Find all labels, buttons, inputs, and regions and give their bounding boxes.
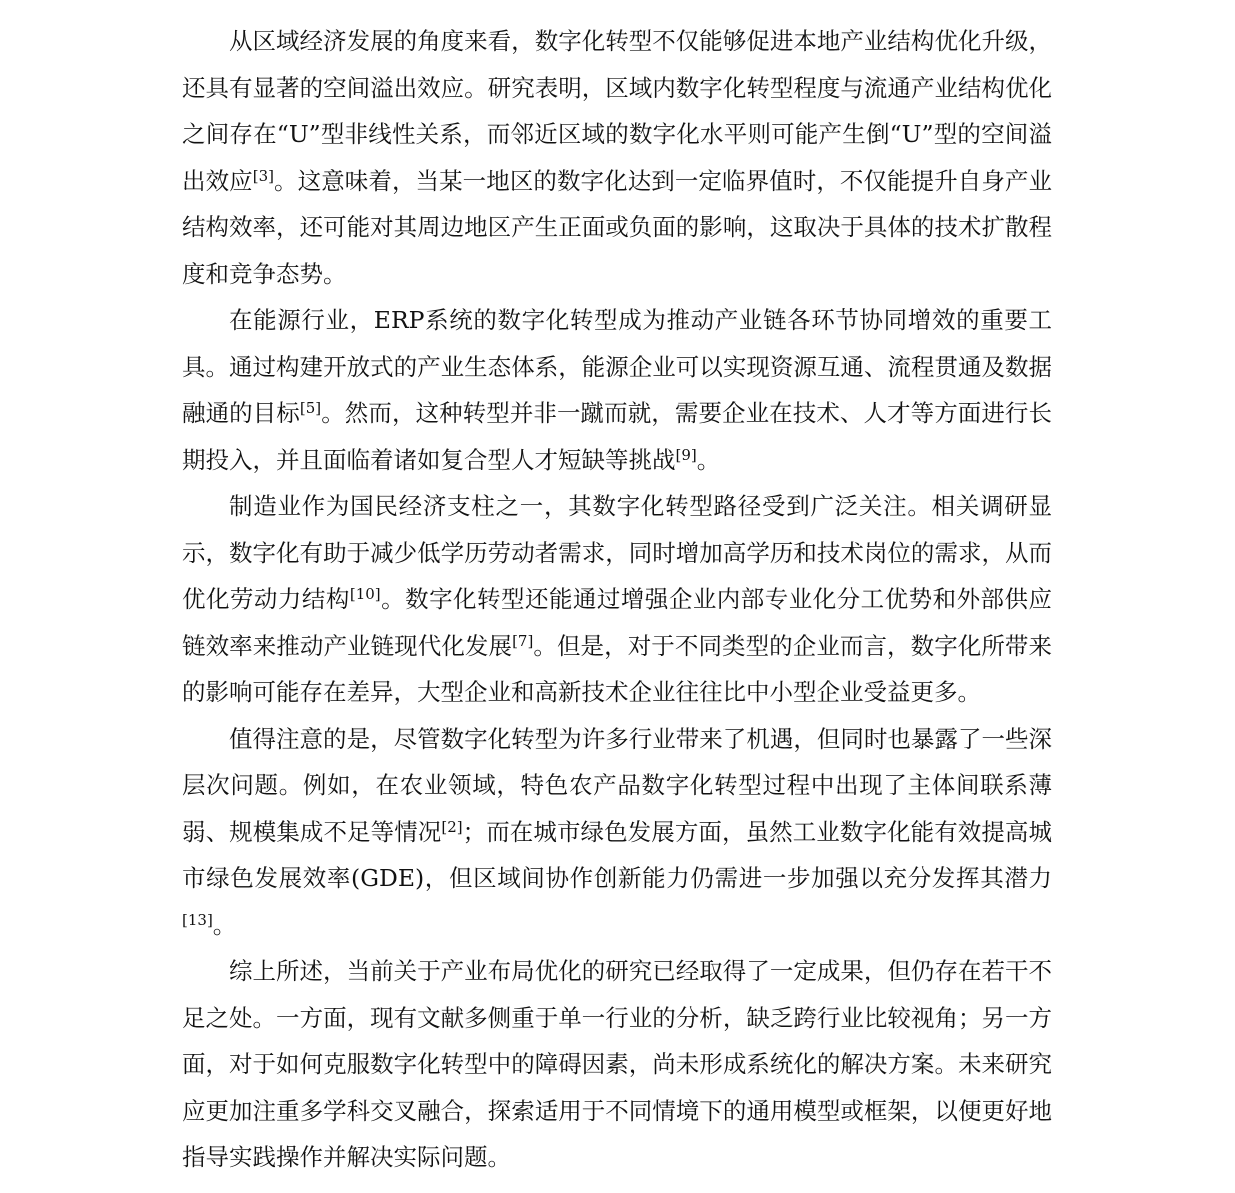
paragraph-text: 从区域经济发展的角度来看，数字化转型不仅能够促进本地产业结构优化升级，还具有显著的空间溢出效应。研究表明，区域内数字化转型程度与流通产业结构优化之间存在“U”型非线性关系，而邻近区域的数字化水平则可能产生倒“U”型的空间溢出效应 [182,27,1052,195]
paragraph-challenges [182,716,1052,949]
document-body [182,18,1052,1181]
paragraph-manufacturing [182,483,1052,716]
paragraph-text: 。这意味着，当某一地区的数字化达到一定临界值时，不仅能提升自身产业结构效率，还可能对其周边地区产生正面或负面的影响，这取决于具体的技术扩散程度和竞争态势。 [182,166,1053,288]
citation-ref: [2] [441,817,463,836]
citation-ref: [9] [675,445,697,464]
citation-ref: [3] [252,166,274,185]
paragraph-energy-industry [182,297,1052,483]
paragraph-text: 在能源行业，ERP系统的数字化转型成为推动产业链各环节协同增效的重要工具。通过构建开放式的产业生态体系，能源企业可以实现资源互通、流程贯通及数据融通的目标 [182,306,1052,427]
paragraph-text: 。然而，这种转型并非一蹴而就，需要企业在技术、人才等方面进行长期投入，并且面临着诸如复合型人才短缺等挑战 [182,399,1053,474]
citation-ref: [10] [349,585,381,603]
paragraph-text: 。 [696,445,721,474]
paragraph-text: 制造业作为国民经济支柱之一，其数字化转型路径受到广泛关注。相关调研显示，数字化有助于减少低学历劳动者需求，同时增加高学历和技术岗位的需求，从而优化劳动力结构 [182,492,1052,613]
paragraph-text: ；而在城市绿色发展方面，虽然工业数字化能有效提高城市绿色发展效率(GDE)，但区域间协作创新能力仍需进一步加强以充分发挥其潜力 [182,817,1053,892]
citation-ref: [7] [512,631,534,650]
citation-ref: [13] [182,910,213,929]
citation-ref: [5] [299,399,322,417]
paragraph-regional-economy [182,18,1052,297]
paragraph-text: 。但是，对于不同类型的企业而言，数字化所带来的影响可能存在差异，大型企业和高新技术企业往往比中小型企业受益更多。 [182,631,1053,706]
paragraph-text: 。数字化转型还能通过增强企业内部专业化分工优势和外部供应链效率来推动产业链现代化发展 [182,585,1053,660]
paragraph-text: 值得注意的是，尽管数字化转型为许多行业带来了机遇，但同时也暴露了一些深层次问题。例如，在农业领域，特色农产品数字化转型过程中出现了主体间联系薄弱、规模集成不足等情况 [182,724,1052,846]
paragraph-summary [182,948,1052,1181]
paragraph-text: 。 [212,910,237,939]
paragraph-text: 综上所述，当前关于产业布局优化的研究已经取得了一定成果，但仍存在若干不足之处。一方面，现有文献多侧重于单一行业的分析，缺乏跨行业比较视角；另一方面，对于如何克服数字化转型中的障碍因素，尚未形成系统化的解决方案。未来研究应更加注重多学科交叉融合，探索适用于不同情境下的通用模型或框架，以便更好地指导实践操作并解决实际问题。 [182,957,1052,1171]
